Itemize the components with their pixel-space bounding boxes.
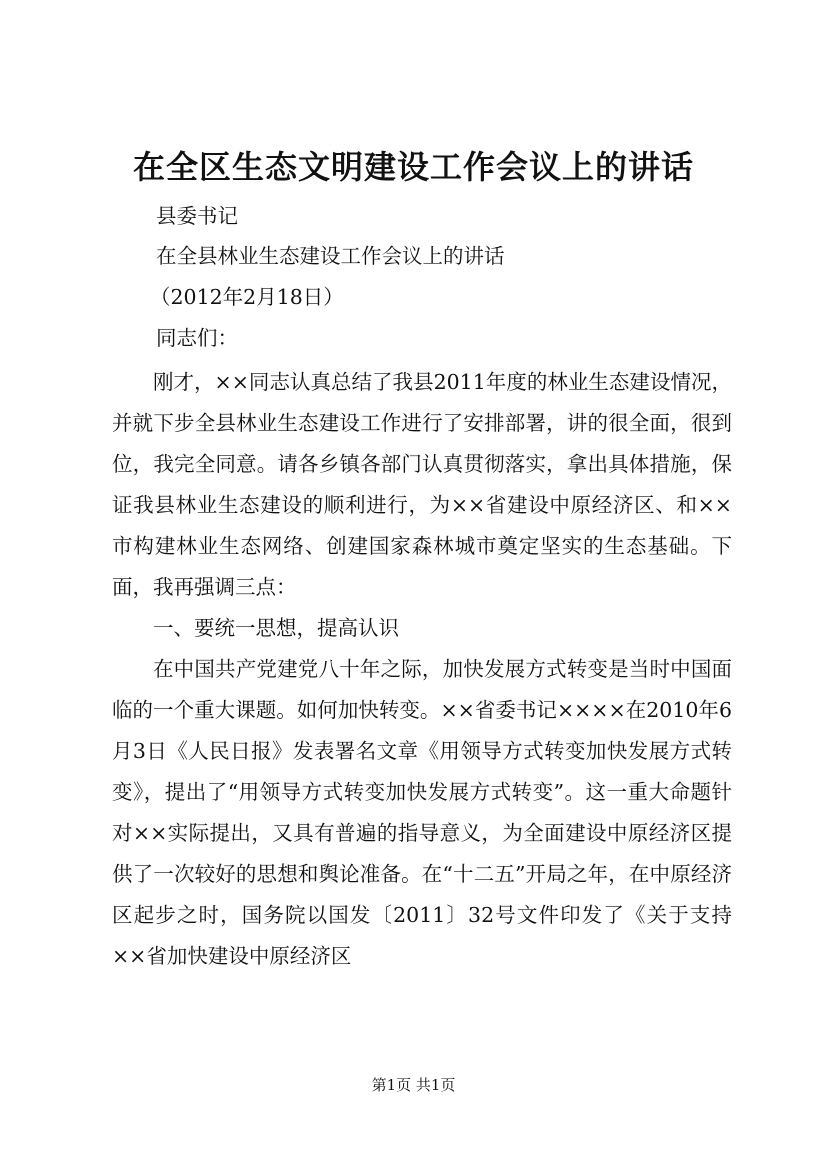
- paragraph-section-1: 在中国共产党建党八十年之际，加快发展方式转变是当时中国面临的一个重大课题。如何加快转变。××省委书记××××在2010年6月3日《人民日报》发表署名文章《用领导方式转变加快发展方式转变》，提出了“用领导方式转变加快发展方式转变”。这一重大命题针对××实际提出，又具有普遍的指导意义，为全面建设中原经济区提供了一次较好的思想和舆论准备。在“十二五”开局之年，在中原经济区起步之时，国务院以国发〔2011〕32号文件印发了《关于支持××省加快建设中原经济区: [112, 657, 732, 968]
- document-title: 在全区生态文明建设工作会议上的讲话: [132, 148, 694, 186]
- page-footer: 第1页 共1页: [371, 1076, 456, 1094]
- salutation-line: 同志们：: [156, 326, 238, 350]
- date-line: （2012年2月18日）: [150, 285, 344, 309]
- paragraph-intro: 刚才，××同志认真总结了我县2011年度的林业生态建设情况，并就下步全县林业生态建设工作进行了安排部署，讲的很全面，很到位，我完全同意。请各乡镇各部门认真贯彻落实，拿出具体措施，保证我县林业生态建设的顺利进行，为××省建设中原经济区、和××市构建林业生态网络、创建国家森林城市奠定坚实的生态基础。下面，我再强调三点：: [112, 370, 732, 599]
- author-line: 县委书记: [156, 204, 238, 228]
- section-heading: 一、要统一思想，提高认识: [153, 616, 399, 640]
- subtitle-line: 在全县林业生态建设工作会议上的讲话: [156, 244, 505, 268]
- body-text: [112, 362, 732, 977]
